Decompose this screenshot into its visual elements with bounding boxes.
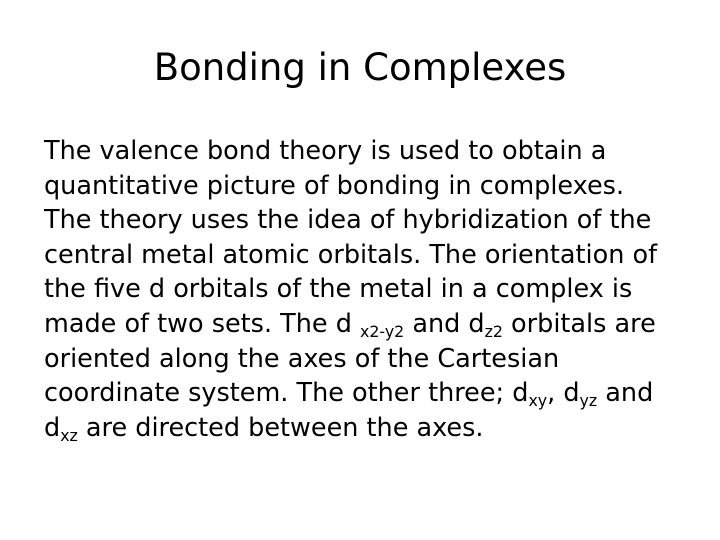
body-line-6 — [44, 307, 694, 342]
body-line-7: oriented along the axes of the Cartesian — [44, 343, 560, 374]
slide-title: Bonding in Complexes — [153, 46, 567, 89]
body-line-9-part-b: are directed between the axes. — [77, 412, 484, 443]
body-line-9 — [44, 411, 694, 446]
body-line-6-part-c: orbitals are — [502, 308, 656, 339]
body-line-3: The theory uses the idea of hybridization of the — [44, 205, 652, 236]
subscript-x2-y2: x2-y2 — [360, 322, 405, 342]
body-line-1: The valence bond theory is used to obtain a — [44, 136, 607, 166]
body-line-4: central metal atomic orbitals. The orientation of — [44, 239, 658, 270]
body-line-8-part-c: and — [597, 378, 654, 409]
subscript-xy: xy — [528, 391, 548, 411]
body-line-9-part-a: d — [44, 412, 61, 443]
body-line-5: the five d orbitals of the metal in a complex is — [44, 274, 633, 305]
body-line-2: quantitative picture of bonding in complexes. — [44, 170, 625, 201]
body-line-8-part-a: coordinate system. The other three; d — [44, 378, 529, 409]
body-line-8-part-b: , d — [547, 378, 580, 409]
slide-body — [44, 134, 694, 445]
subscript-z2: z2 — [484, 322, 503, 342]
subscript-yz: yz — [579, 391, 598, 411]
subscript-xz: xz — [60, 425, 78, 445]
body-line-6-part-a: made of two sets. The d — [44, 308, 360, 339]
body-line-6-part-b: and d — [404, 308, 485, 339]
body-line-8 — [44, 376, 694, 411]
